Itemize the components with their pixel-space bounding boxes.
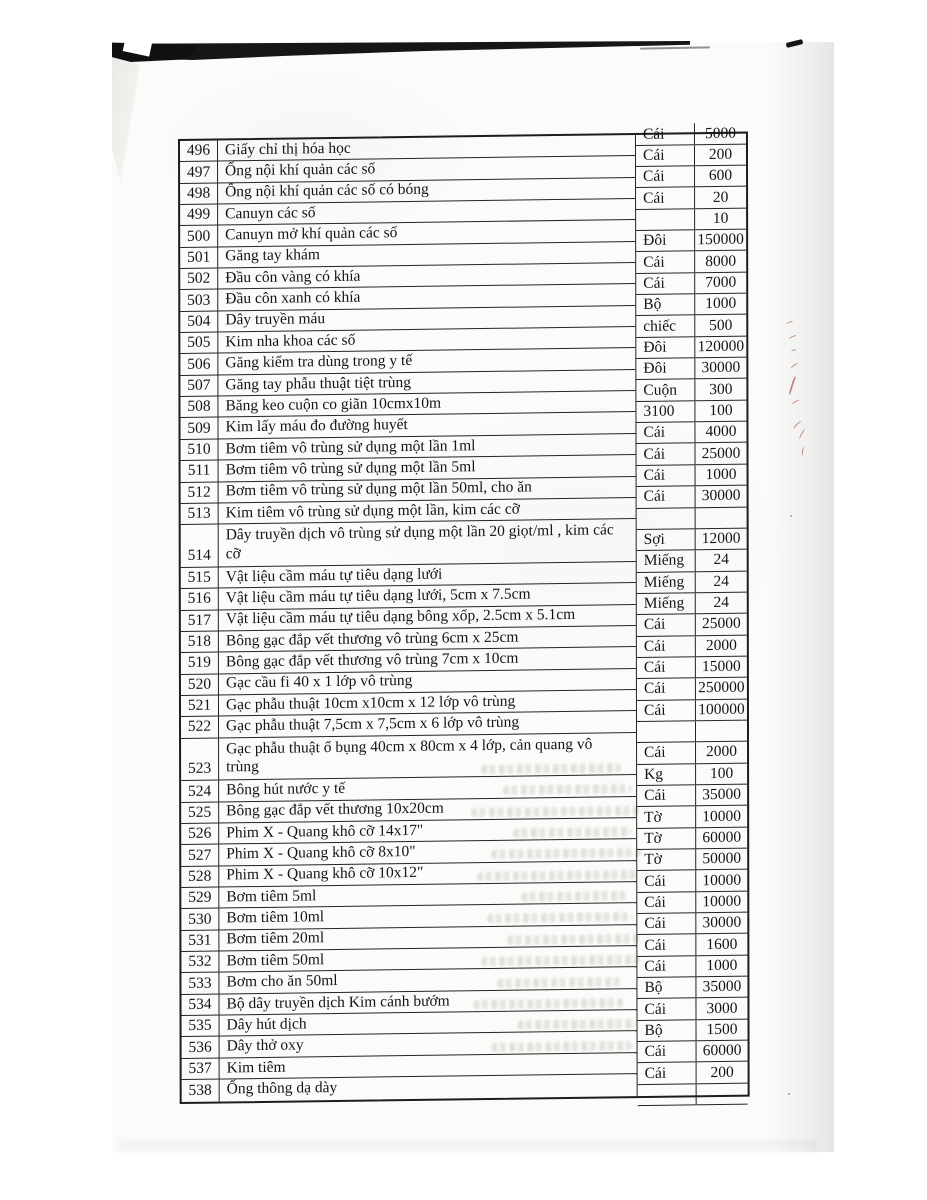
unit-cell: Cái — [638, 1041, 697, 1062]
item-number: 526 — [181, 824, 219, 845]
qty-cell: 120000 — [697, 337, 745, 356]
item-number: 501 — [180, 247, 218, 268]
unit-cell: Cái — [636, 188, 695, 209]
qty-cell: 250000 — [698, 679, 745, 697]
unit-cell: Cái — [636, 422, 695, 443]
unit-cell: Sợi — [637, 529, 696, 550]
item-description-line: Găng tay phẫu thuật tiệt trùng — [225, 373, 411, 393]
item-number: 532 — [181, 952, 219, 973]
item-number: 506 — [180, 354, 218, 375]
qty-cell: 200 — [708, 145, 733, 163]
item-description-line: Bông gạc đắp vết thương vô trùng 6cm x 25cm — [225, 628, 519, 650]
unit-qty-row — [638, 1083, 748, 1106]
qty-cell: 1000 — [705, 294, 737, 313]
unit-qty-row — [637, 742, 747, 765]
right-grid-rows — [636, 123, 748, 1106]
qty-cell: 300 — [709, 380, 733, 398]
qty-cell — [696, 507, 747, 528]
item-number: 519 — [181, 653, 219, 674]
item-description — [219, 733, 636, 780]
qty-cell: 2000 — [706, 743, 738, 761]
unit-qty-row — [637, 592, 747, 615]
item-number: 535 — [182, 1016, 220, 1037]
item-number: 520 — [181, 674, 219, 695]
unit-cell: Miếng — [637, 593, 696, 614]
unit-cell: 3100 — [636, 401, 695, 422]
item-description-line: Băng keo cuộn co giãn 10cmx10m — [225, 394, 442, 415]
unit-qty-row — [637, 614, 747, 637]
item-description-line: Dây hút dịch — [226, 1015, 307, 1034]
unit-qty-row — [636, 358, 746, 381]
unit-cell — [637, 721, 696, 742]
item-description-line: Bơm tiêm 10ml — [226, 908, 325, 927]
supply-table — [178, 124, 750, 1105]
qty-cell: 60000 — [702, 828, 742, 847]
item-description-line: Vật liệu cầm máu tự tiêu dạng lưới, 5cm x 7.5cm — [225, 585, 531, 607]
qty-cell: 30000 — [701, 358, 741, 377]
table-row — [181, 733, 636, 782]
unit-cell: Đôi — [636, 230, 695, 251]
qty-cell: 25000 — [701, 615, 741, 633]
unit-cell: Cái — [636, 166, 695, 187]
unit-cell: Cái — [637, 871, 696, 892]
unit-cell: Cái — [637, 743, 696, 764]
qty-cell: 200 — [710, 1063, 734, 1081]
item-description-line: Dây thở oxy — [226, 1036, 304, 1055]
item-number: 510 — [181, 439, 219, 460]
item-description — [219, 519, 636, 566]
item-description-line: Bơm tiêm 20ml — [226, 929, 325, 948]
unit-cell: Kg — [637, 764, 696, 785]
item-description-line: Bơm tiêm 50ml — [226, 950, 325, 970]
unit-cell: Cái — [637, 892, 696, 913]
item-number: 512 — [181, 482, 219, 503]
item-description-line: Bông gạc đắp vết thương 10x20cm — [226, 799, 444, 820]
qty-cell: 10000 — [702, 892, 742, 911]
item-description-line: Canuyn các số — [225, 203, 316, 223]
item-description-line: Găng tay khám — [225, 246, 320, 265]
item-description-line: Phim X - Quang khô cỡ 14x17" — [226, 821, 424, 842]
item-description-line: Găng kiểm tra dùng trong y tế — [225, 352, 413, 372]
unit-cell — [637, 508, 696, 529]
unit-cell: Cái — [637, 636, 696, 657]
unit-cell: Miếng — [637, 572, 696, 593]
item-number: 515 — [181, 567, 219, 588]
qty-cell: 35000 — [702, 785, 741, 804]
item-description-line: Bơm tiêm vô trùng sử dụng một lần 5ml — [225, 458, 476, 479]
item-number: 533 — [181, 973, 219, 994]
qty-cell: 35000 — [702, 977, 742, 996]
item-description-line: Dây truyền dịch vô trùng sử dụng một lần 20 giọt/ml , kim các — [225, 521, 614, 544]
item-description-line: Vật liệu cầm máu tự tiêu dạng lưới — [225, 565, 443, 586]
unit-cell: Tờ — [637, 828, 696, 849]
unit-cell: Cái — [637, 444, 696, 465]
unit-cell: Bộ — [637, 977, 696, 998]
qty-cell: 24 — [713, 593, 730, 612]
unit-qty-row — [637, 763, 747, 786]
qty-cell: 600 — [708, 166, 733, 185]
unit-qty-row — [637, 443, 747, 466]
item-description-line: trùng — [226, 758, 259, 776]
item-description-line: Ống nội khí quản các số — [225, 160, 376, 180]
item-number: 531 — [181, 930, 219, 951]
item-number: 523 — [181, 738, 219, 780]
pen-dot — [788, 1093, 790, 1095]
unit-qty-row — [636, 208, 746, 231]
qty-cell: 60000 — [702, 1041, 742, 1060]
qty-cell: 150000 — [697, 230, 744, 249]
unit-qty-row — [636, 230, 746, 253]
qty-cell: 25000 — [701, 444, 741, 462]
item-description-line: Phim X - Quang khô cỡ 10x12" — [226, 864, 424, 884]
unit-qty-row — [637, 507, 747, 530]
unit-qty-row — [637, 571, 747, 594]
unit-qty-row — [636, 272, 746, 295]
table-row — [182, 1074, 637, 1101]
item-number: 528 — [181, 866, 219, 887]
item-description-line: Gạc phẫu thuật 7,5cm x 7,5cm x 6 lớp vô trùng — [226, 713, 520, 735]
unit-qty-row — [637, 785, 747, 808]
qty-cell: 7000 — [705, 273, 737, 292]
unit-cell: Cái — [637, 614, 696, 635]
item-description-line: Kim lấy máu đo đường huyết — [225, 416, 408, 436]
unit-cell: chiếc — [636, 316, 695, 337]
qty-cell: 15000 — [701, 657, 741, 676]
unit-qty-row — [638, 1062, 748, 1085]
unit-qty-row — [637, 977, 747, 1000]
item-number: 521 — [181, 695, 219, 716]
item-description-line: Kim tiêm — [226, 1058, 286, 1076]
item-number: 511 — [181, 461, 219, 482]
unit-qty-row — [637, 998, 747, 1021]
unit-qty-row — [637, 891, 747, 914]
unit-qty-row — [637, 806, 747, 829]
unit-qty-row — [636, 144, 746, 167]
qty-cell: 30000 — [701, 487, 741, 505]
qty-cell: 3000 — [706, 999, 738, 1017]
unit-qty-row — [637, 721, 747, 744]
page-right-edge-shadow — [768, 42, 834, 1152]
unit-qty-row — [637, 870, 747, 893]
item-description-line: Bơm cho ăn 50ml — [226, 972, 338, 991]
unit-qty-row — [638, 1019, 748, 1042]
item-number: 509 — [180, 418, 218, 439]
unit-cell: Cái — [637, 999, 696, 1020]
item-number: 497 — [180, 162, 218, 183]
unit-qty-row — [637, 849, 747, 872]
unit-qty-row — [637, 955, 747, 978]
item-description-line: Bông gạc đắp vết thương vô trùng 7cm x 10cm — [225, 649, 519, 671]
item-number: 507 — [180, 375, 218, 396]
unit-cell — [638, 1084, 697, 1105]
unit-qty-row — [636, 294, 746, 317]
unit-cell: Cái — [637, 785, 696, 806]
item-number: 537 — [182, 1058, 220, 1079]
unit-qty-row — [637, 934, 747, 957]
unit-qty-row — [636, 400, 746, 423]
item-description-line: Đầu côn vàng có khía — [225, 267, 361, 287]
item-number: 500 — [180, 226, 218, 247]
unit-qty-row — [637, 657, 747, 680]
unit-cell: Bộ — [636, 294, 695, 315]
unit-qty-row — [636, 187, 746, 210]
item-number: 527 — [181, 845, 219, 866]
unit-cell: Cái — [638, 1063, 697, 1084]
qty-cell: 2000 — [705, 636, 737, 654]
unit-cell: Cái — [637, 657, 696, 678]
unit-cell: Tờ — [637, 807, 696, 828]
item-description — [220, 1074, 637, 1101]
item-description-line: Bông hút nước y tế — [226, 779, 346, 799]
item-number: 516 — [181, 589, 219, 610]
qty-cell: 4000 — [705, 423, 737, 441]
qty-cell: 100000 — [698, 700, 745, 719]
left-grid — [180, 135, 637, 1102]
unit-cell: Cái — [637, 700, 696, 721]
item-number: 530 — [181, 909, 219, 930]
item-description-line: Bơm tiêm vô trùng sử dụng một lần 1ml — [225, 436, 476, 457]
unit-cell: Bộ — [638, 1020, 697, 1041]
item-description-line: Bơm tiêm vô trùng sử dụng một lần 50ml, cho ăn — [225, 478, 532, 500]
unit-cell: Tờ — [637, 849, 696, 870]
unit-qty-row — [637, 913, 747, 936]
right-grid — [635, 124, 748, 1097]
item-number: 534 — [181, 994, 219, 1015]
unit-qty-row — [638, 1041, 748, 1064]
qty-cell: 100 — [709, 401, 733, 420]
unit-qty-row — [637, 550, 747, 573]
item-number: 504 — [180, 311, 218, 332]
unit-qty-row — [637, 464, 747, 487]
item-number: 517 — [181, 610, 219, 631]
qty-cell: 20 — [712, 188, 729, 206]
qty-cell: 100 — [709, 764, 734, 782]
unit-qty-row — [637, 486, 747, 509]
unit-cell: Đôi — [636, 337, 695, 358]
item-number: 525 — [181, 802, 219, 823]
table-row — [181, 519, 636, 568]
unit-qty-row — [637, 699, 747, 722]
item-number: 514 — [181, 525, 219, 567]
unit-qty-row — [636, 251, 746, 274]
item-number: 513 — [181, 503, 219, 524]
unit-cell: Cái — [637, 465, 696, 486]
unit-qty-row — [636, 123, 746, 146]
item-description-line: Phim X - Quang khô cỡ 8x10" — [226, 843, 416, 863]
qty-cell: 1000 — [705, 465, 737, 484]
item-number: 496 — [180, 140, 218, 161]
pen-dot — [790, 515, 792, 517]
qty-cell — [696, 721, 747, 742]
qty-cell: 10 — [712, 209, 729, 227]
unit-cell — [636, 209, 695, 230]
unit-qty-row — [636, 422, 746, 445]
unit-qty-row — [636, 379, 746, 402]
item-number: 505 — [180, 333, 218, 354]
qty-cell: 1600 — [706, 935, 738, 953]
unit-qty-row — [636, 166, 746, 189]
unit-qty-row — [636, 336, 746, 359]
unit-cell: Cái — [637, 935, 696, 956]
qty-cell: 5000 — [704, 124, 736, 142]
item-number: 529 — [181, 888, 219, 909]
unit-cell: Cái — [637, 486, 696, 507]
qty-cell: 10000 — [702, 871, 742, 889]
item-description-line: Giấy chỉ thị hóa học — [225, 139, 351, 159]
item-description-line: cỡ — [225, 545, 241, 563]
item-description-line: Ống thông dạ dày — [226, 1079, 338, 1098]
item-description-line: Ống nội khí quản các số có bóng — [225, 181, 429, 201]
item-number: 508 — [180, 397, 218, 418]
item-description-line: Kim tiêm vô trùng sử dụng một lần, kim các cỡ — [225, 500, 520, 521]
qty-cell: 10000 — [702, 807, 742, 825]
item-number: 502 — [180, 269, 218, 290]
item-description-line: Đầu côn xanh có khía — [225, 288, 361, 308]
item-number: 522 — [181, 717, 219, 738]
unit-cell: Cái — [637, 679, 696, 700]
item-number: 538 — [182, 1080, 220, 1102]
qty-cell: 24 — [713, 551, 729, 569]
item-number: 518 — [181, 631, 219, 652]
qty-cell: 50000 — [702, 849, 742, 868]
item-number: 498 — [180, 183, 218, 204]
unit-cell: Cái — [636, 273, 695, 294]
item-description-line: Gạc phẫu thuật ổ bụng 40cm x 80cm x 4 lớp, cản quang vô — [226, 735, 593, 758]
qty-cell — [697, 1083, 748, 1104]
qty-cell: 8000 — [705, 252, 737, 270]
item-description-line: Bộ dây truyền dịch Kim cánh bướm — [226, 992, 450, 1012]
unit-cell: Cuộn — [636, 380, 695, 401]
unit-cell: Cái — [636, 145, 695, 166]
item-description-line: Bơm tiêm 5ml — [226, 887, 317, 906]
unit-qty-row — [637, 678, 747, 701]
unit-cell: Cái — [636, 124, 695, 145]
item-number: 503 — [180, 290, 218, 311]
unit-qty-row — [637, 635, 747, 658]
unit-cell: Cái — [636, 252, 695, 273]
item-number: 536 — [182, 1037, 220, 1058]
item-description-line: Dây truyền máu — [225, 310, 326, 329]
unit-cell: Đôi — [636, 358, 695, 379]
unit-cell: Cái — [637, 913, 696, 934]
qty-cell: 24 — [713, 572, 730, 590]
item-description-line: Vật liệu cầm máu tự tiêu dạng bông xốp, 2.5cm x 5.1cm — [225, 606, 576, 628]
item-number: 524 — [181, 781, 219, 802]
item-description-line: Gạc phẫu thuật 10cm x10cm x 12 lớp vô trùng — [225, 692, 516, 714]
unit-qty-row — [637, 528, 747, 551]
qty-cell: 12000 — [701, 529, 741, 548]
item-description-line: Canuyn mở khí quản các số — [225, 224, 398, 244]
qty-cell: 1000 — [706, 956, 738, 975]
page-bottom-edge-shadow — [118, 1140, 818, 1156]
item-description-line: Kim nha khoa các số — [225, 331, 356, 351]
unit-qty-row — [636, 315, 746, 338]
unit-cell: Cái — [637, 956, 696, 977]
qty-cell: 500 — [709, 316, 733, 334]
unit-qty-row — [637, 827, 747, 850]
unit-cell: Miếng — [637, 550, 696, 571]
qty-cell: 1500 — [706, 1020, 738, 1039]
item-number: 499 — [180, 205, 218, 226]
qty-cell: 30000 — [702, 913, 742, 932]
item-description-line: Gạc cầu fi 40 x 1 lớp vô trùng — [225, 672, 413, 692]
